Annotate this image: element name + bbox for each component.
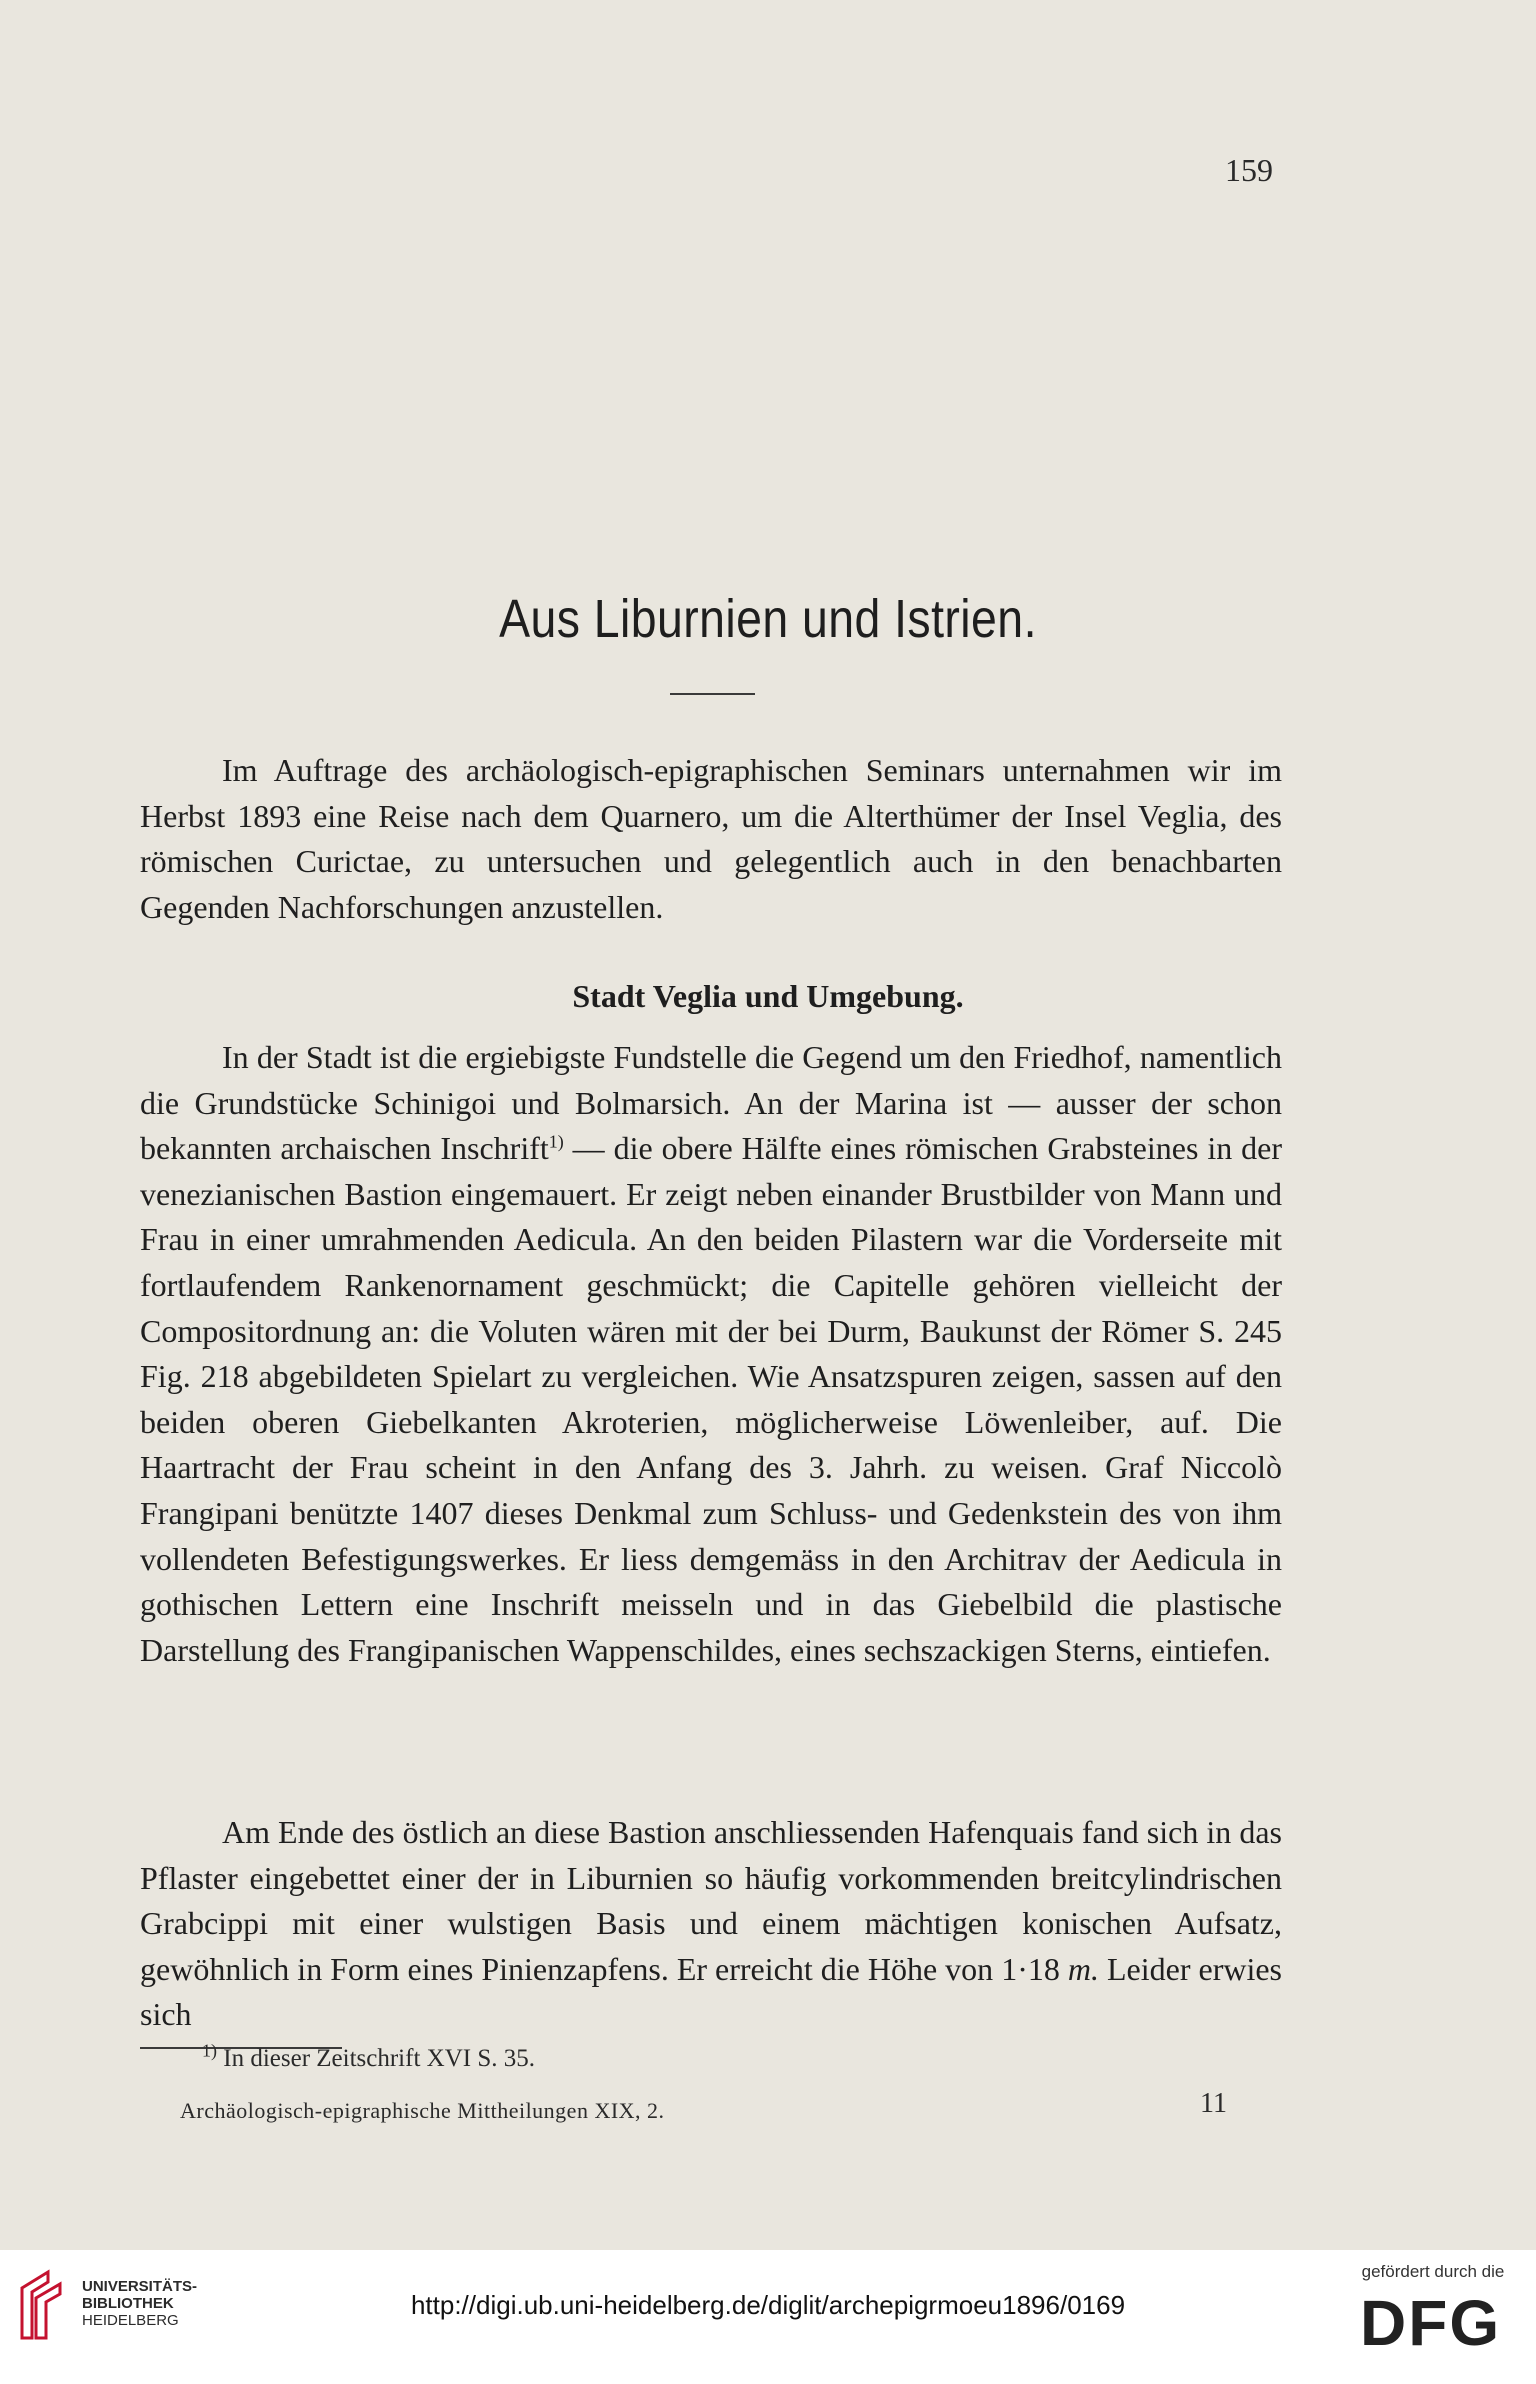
footnote-reference: 1) [548,1131,564,1152]
paragraph-text: — die obere Hälfte eines römischen Grabsteines in der venezianischen Bastion eingemauert. Er zeigt neben einander Brustbilder von Mann und Frau in einer umrahmenden Aedicula. An den beiden Pilastern war die Vorderseite mit fortlaufendem Rankenornament geschmückt; die Capitelle gehören vielleicht der Compositordnung an: die Voluten wären mit der bei Durm, Baukunst der Römer S. 245 Fig. 218 abgebildeten Spielart zu vergleichen. Wie Ansatzspuren zeigen, sassen auf den beiden oberen Giebelkanten Akroterien, möglicherweise Löwenleiber, auf. Die Haartracht der Frau scheint in den Anfang des 3. Jahrh. zu weisen. Graf Niccolò Frangipani benützte 1407 dieses Denkmal zum Schluss- und Gedenkstein des von ihm vollendeten Befestigungswerkes. Er liess demgemäss in den Architrav der Aedicula in gothischen Lettern eine Inschrift meisseln und in das Giebelbild die plastische Darstellung des Frangipanischen Wappenschildes, eines sechszackigen Sterns, eintiefen. [140,1130,1283,1668]
dfg-logo-icon: DFG [1360,2287,1502,2359]
page-number: 159 [1225,152,1273,188]
footnote-text: In dieser Zeitschrift XVI S. 35. [217,2045,535,2072]
signature-number: 11 [1200,2088,1227,2119]
body-paragraph-2 [140,1810,1282,2038]
footnote-mark: 1) [202,2040,217,2061]
article-title: Aus Liburnien und Istrien. [499,589,1037,649]
paragraph-text: In der Stadt ist die ergiebigste Fundstelle die Gegend um den Friedhof, namentlich die Grundstücke Schinigoi und Bolmarsich. An der Marina ist — ausser der schon bekannten archaischen Inschrift [140,1039,1282,1167]
body-paragraph-1 [140,1035,1282,1673]
library-line-1: UNIVERSITÄTS- [82,2278,198,2295]
paragraph-text: Am Ende des östlich an diese Bastion anschliessenden Hafenquais fand sich in das Pflaster eingebettet einer der in Liburnien so häufig vorkommenden breitcylindrischen Grabcippi mit einer wulstigen Basis und einem mächtigen konischen Aufsatz, gewöhnlich in Form eines Pinienzapfens. Er erreicht die Höhe von 1·18 [140,1814,1282,1987]
funder-caption: gefördert durch die [1361,2262,1505,2281]
intro-paragraph: Im Auftrage des archäologisch-epigraphischen Seminars unternahmen wir im Herbst 1893 eine Reise nach dem Quarnero, um die Alterthümer der Insel Veglia, des römischen Curictae, zu untersuchen und gelegentlich auch in den benachbarten Gegenden Nachforschungen anzustellen. [140,752,1282,925]
footnote [202,2040,535,2073]
journal-footer: Archäologisch-epigraphische Mittheilungen XIX, 2. [180,2098,665,2123]
title-divider [670,693,755,695]
library-line-3: HEIDELBERG [82,2312,179,2329]
library-line-2: BIBLIOTHEK [82,2295,174,2312]
section-heading: Stadt Veglia und Umgebung. [572,978,964,1014]
unit-text: m. [1067,1950,1099,1987]
permalink-url[interactable]: http://digi.ub.uni-heidelberg.de/diglit/archepigrmoeu1896/0169 [410,2290,1126,2320]
paragraph-text: Leider erwies sich [140,1950,1283,2033]
